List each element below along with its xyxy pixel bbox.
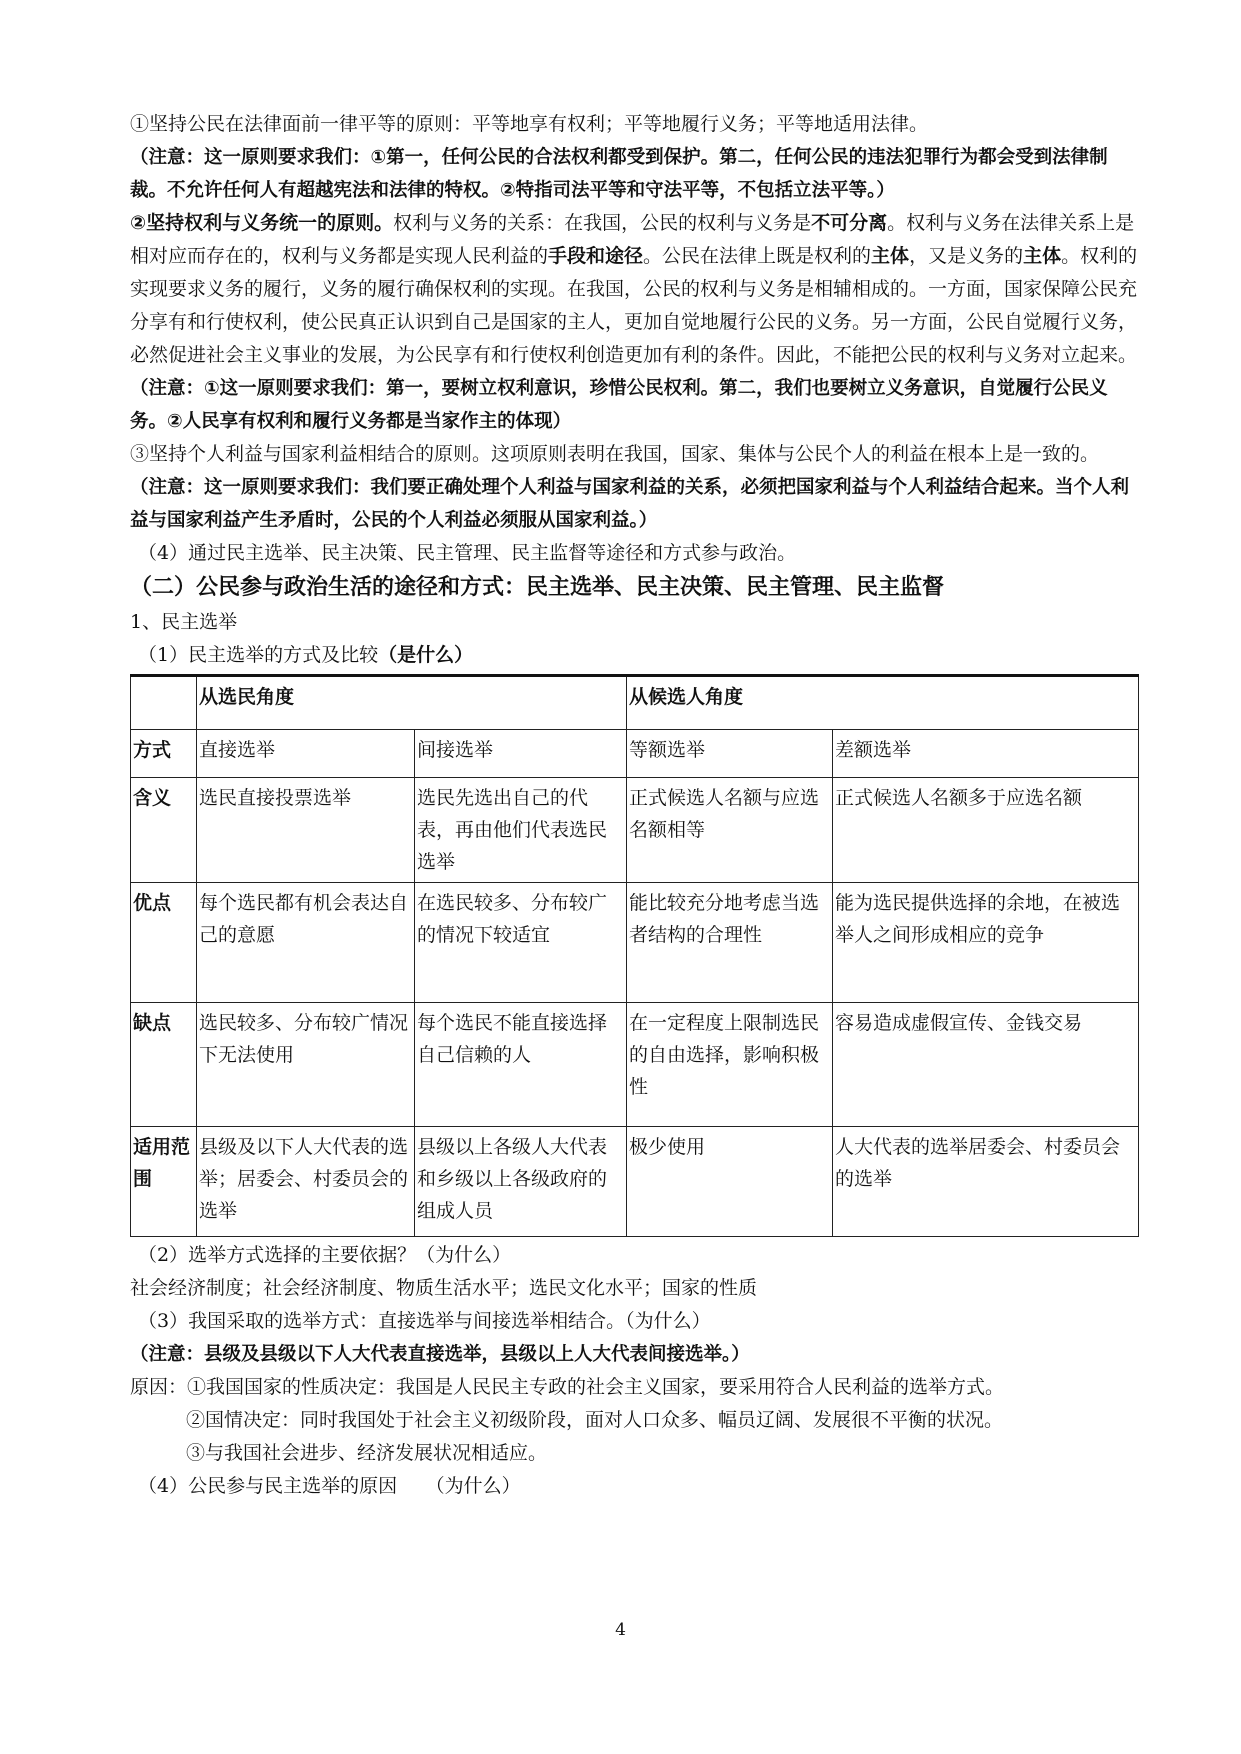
table-cell: 选民较多、分布较广情况下无法使用 (197, 1003, 415, 1127)
bold-span: 不可分离 (811, 212, 888, 234)
text-span: ，又是义务的 (909, 245, 1024, 267)
election-comparison-table (130, 674, 1139, 1237)
method-line: （3）我国采取的选举方式：直接选举与间接选举相结合。（为什么） (138, 1310, 711, 1332)
table-cell: 县级及以下人大代表的选举；居委会、村委员会的选举 (197, 1127, 415, 1237)
row-header: 含义 (131, 778, 197, 883)
text-span: 。权利的实现要求义务的履行，义务的履行确保权利的实现。在我国，公民的权利与义务是相辅相成的。一方面，国家保障公民充分享有和行使权利，使公民真正认识到自己是国家的主人，更加自觉地履行公民的义务。另一方面，公民自觉履行义务，必然促进社会主义事业的发展，为公民享有和行使权利创造更加有利的条件。因此，不能把公民的权利与义务对立起来。 (130, 245, 1138, 366)
reason-1: 原因：①我国国家的性质决定：我国是人民民主专政的社会主义国家，要采用符合人民利益的选举方式。 (130, 1376, 1005, 1398)
table-cell: 能比较充分地考虑当选者结构的合理性 (627, 883, 833, 1003)
bold-span: 手段和途径 (548, 245, 644, 267)
table-group-row (131, 676, 1139, 730)
group-voter-header: 从选民角度 (197, 676, 627, 730)
table-cell: 间接选举 (415, 730, 627, 778)
note-equality: （注意：这一原则要求我们：①第一，任何公民的合法权利都受到保护。第二，任何公民的违法犯罪行为都会受到法律制裁。不允许任何人有超越宪法和法律的特权。②特指司法平等和守法平等，不包括立法平等。） (130, 147, 1108, 201)
table-cell: 在选民较多、分布较广的情况下较适宜 (415, 883, 627, 1003)
table-cell: 极少使用 (627, 1127, 833, 1237)
document-page (130, 108, 1140, 1503)
table-cell: 每个选民不能直接选择自己信赖的人 (415, 1003, 627, 1127)
group-candidate-header: 从候选人角度 (627, 676, 1139, 730)
table-row (131, 1003, 1139, 1127)
row-header: 优点 (131, 883, 197, 1003)
table-row (131, 1127, 1139, 1237)
table-cell: 选民先选出自己的代表，再由他们代表选民选举 (415, 778, 627, 883)
basis-answer: 社会经济制度；社会经济制度、物质生活水平；选民文化水平；国家的性质 (130, 1277, 758, 1299)
participation-line: （4）通过民主选举、民主决策、民主管理、民主监督等途径和方式参与政治。 (138, 542, 797, 564)
table-cell: 等额选举 (627, 730, 833, 778)
principle-rights-duties (130, 207, 1140, 372)
table-cell: 差额选举 (833, 730, 1139, 778)
reason-2: ②国情决定：同时我国处于社会主义初级阶段，面对人口众多、幅员辽阔、发展很不平衡的状况。 (186, 1409, 1004, 1431)
table-row (131, 883, 1139, 1003)
empty-cell (131, 676, 197, 730)
table-cell: 直接选举 (197, 730, 415, 778)
table-caption (130, 639, 1140, 672)
principle-equality: ①坚持公民在法律面前一律平等的原则：平等地享有权利；平等地履行义务；平等地适用法律。 (130, 113, 929, 135)
table-cell: 人大代表的选举居委会、村委员会的选举 (833, 1127, 1139, 1237)
principle-interests: ③坚持个人利益与国家利益相结合的原则。这项原则表明在我国，国家、集体与公民个人的利益在根本上是一致的。 (130, 443, 1100, 465)
note-interests: （注意：这一原则要求我们：我们要正确处理个人利益与国家利益的关系，必须把国家利益与个人利益结合起来。当个人利益与国家利益产生矛盾时，公民的个人利益必须服从国家利益。） (130, 477, 1130, 531)
subsection-heading: 1、民主选举 (130, 611, 238, 633)
principle-rights-duties-title: ②坚持权利与义务统一的原则。 (130, 212, 394, 234)
row-header: 方式 (131, 730, 197, 778)
note-rights-duties: （注意：①这一原则要求我们：第一，要树立权利意识，珍惜公民权利。第二，我们也要树立义务意识，自觉履行公民义务。②人民享有权利和履行义务都是当家作主的体现） (130, 378, 1108, 432)
text-span: 。公民在法律上既是权利的 (643, 245, 872, 267)
text-span: 。权利与义务在法律关系上是相对应而存在的，权利与义务都是实现人民利益的 (130, 212, 1135, 267)
bold-span: 主体 (871, 245, 910, 267)
caption-bold: （是什么） (378, 644, 474, 666)
table-cell: 容易造成虚假宣传、金钱交易 (833, 1003, 1139, 1127)
page-number: 4 (615, 1620, 626, 1640)
row-header: 适用范围 (131, 1127, 197, 1237)
participation-reason: （4）公民参与民主选举的原因 （为什么） (138, 1475, 521, 1497)
table-row (131, 730, 1139, 778)
table-cell: 正式候选人名额与应选名额相等 (627, 778, 833, 883)
reason-3: ③与我国社会进步、经济发展状况相适应。 (186, 1442, 548, 1464)
table-cell: 每个选民都有机会表达自己的意愿 (197, 883, 415, 1003)
row-header: 缺点 (131, 1003, 197, 1127)
caption-text: （1）民主选举的方式及比较 (138, 644, 379, 666)
table-cell: 正式候选人名额多于应选名额 (833, 778, 1139, 883)
table-cell: 选民直接投票选举 (197, 778, 415, 883)
section-heading: （二）公民参与政治生活的途径和方式：民主选举、民主决策、民主管理、民主监督 (130, 575, 945, 600)
basis-question: （2）选举方式选择的主要依据？（为什么） (138, 1244, 512, 1266)
table-cell: 能为选民提供选择的余地，在被选举人之间形成相应的竞争 (833, 883, 1139, 1003)
method-note: （注意：县级及县级以下人大代表直接选举，县级以上人大代表间接选举。） (130, 1344, 750, 1365)
bold-span: 主体 (1023, 245, 1062, 267)
table-row (131, 778, 1139, 883)
table-cell: 在一定程度上限制选民的自由选择，影响积极性 (627, 1003, 833, 1127)
text-span: 权利与义务的关系：在我国，公民的权利与义务是 (393, 212, 812, 234)
table-cell: 县级以上各级人大代表和乡级以上各级政府的组成人员 (415, 1127, 627, 1237)
